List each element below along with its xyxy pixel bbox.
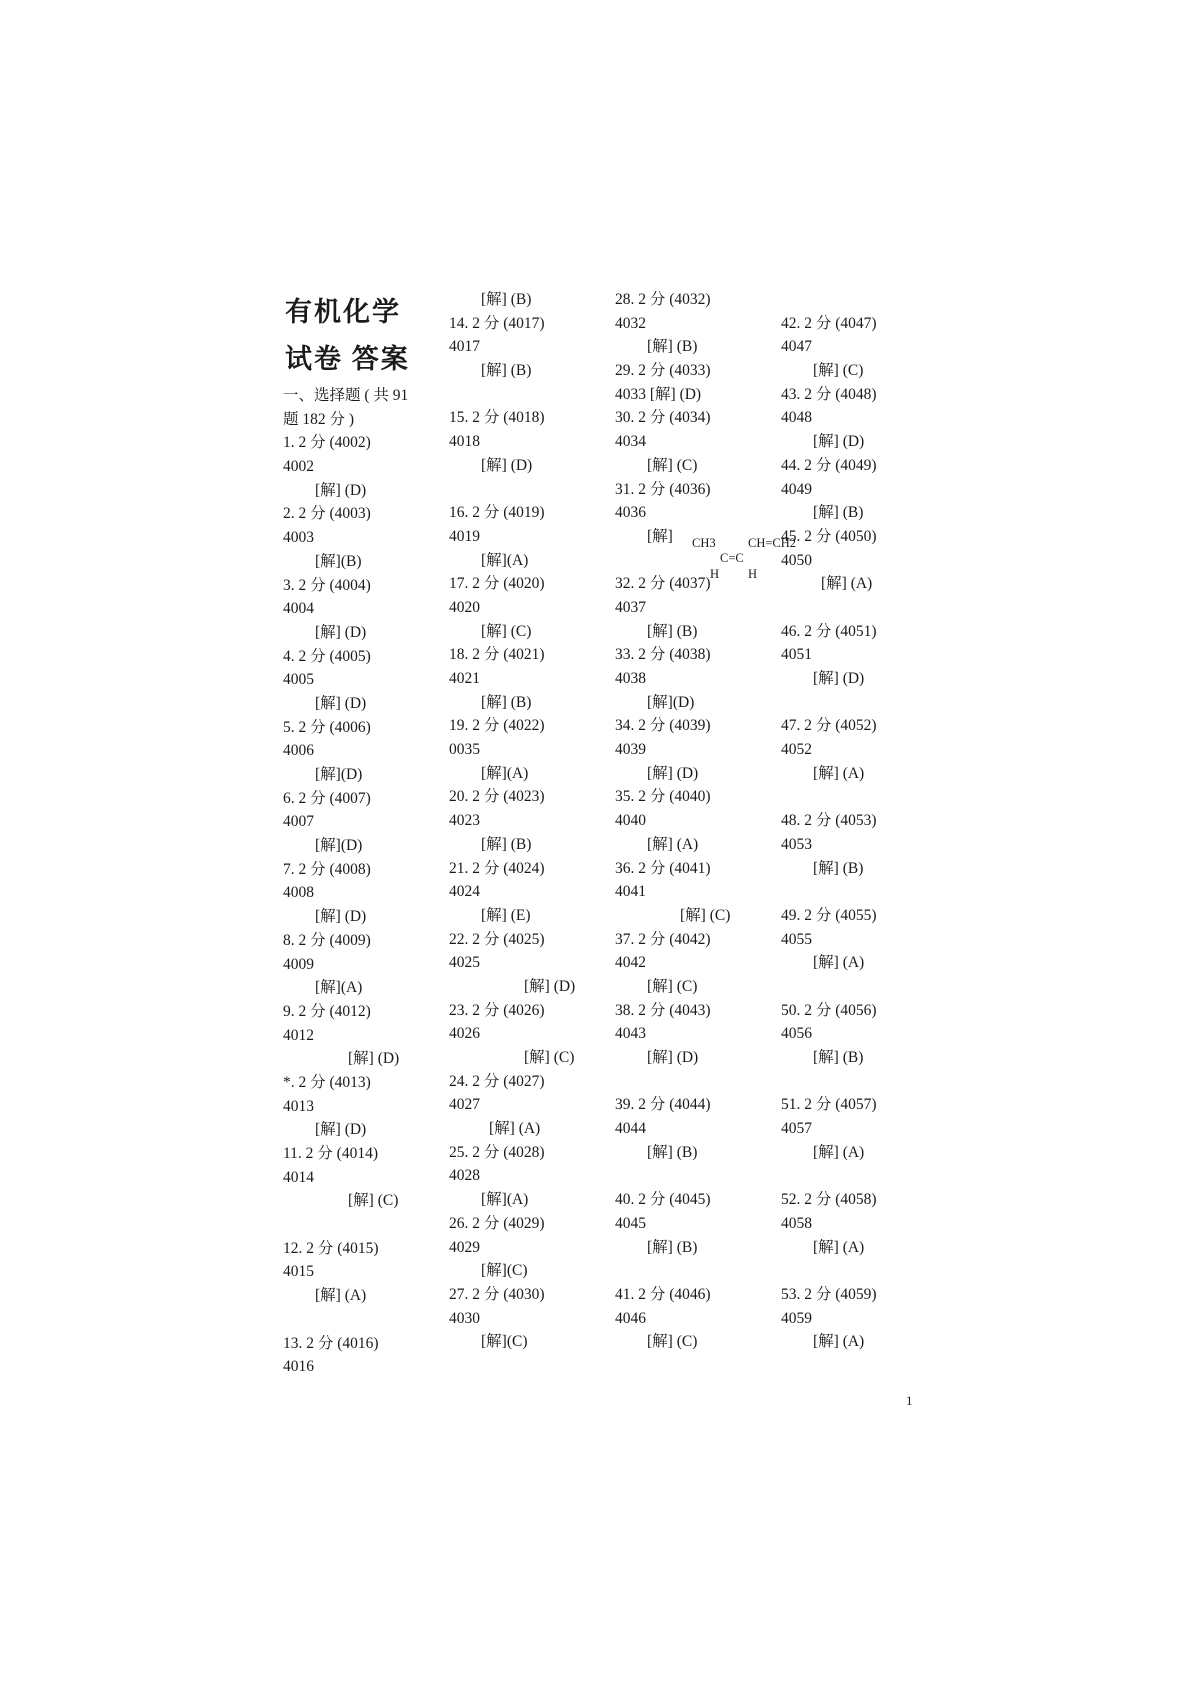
answer-line: [解] (C): [813, 362, 864, 380]
page-number: 1: [906, 1393, 913, 1408]
blank-line: [615, 1164, 755, 1188]
question-line: 11. 2 分 (4014): [283, 1145, 378, 1162]
blank-line: [449, 478, 589, 502]
blank-line: [781, 596, 921, 620]
question-line: 4007: [283, 813, 314, 831]
answer-line: [解] (A): [813, 764, 865, 782]
blank-line: [781, 785, 921, 809]
answer-line: [解] (D): [315, 1121, 367, 1139]
answer-line: [解] (A): [813, 1143, 865, 1161]
question-line: 36. 2 分 (4041): [615, 859, 711, 877]
question-line: 20. 2 分 (4023): [449, 788, 545, 806]
answer-line: [解] (D): [524, 977, 576, 995]
answer-line: [解](A): [481, 764, 529, 782]
question-line: 40. 2 分 (4045): [615, 1191, 711, 1209]
question-line: 4027: [449, 1096, 480, 1114]
question-line: 4048: [781, 409, 812, 427]
answer-line: [解](D): [315, 766, 363, 783]
question-line: 4058: [781, 1214, 812, 1232]
question-line: 4019: [449, 527, 480, 545]
answer-line: [解] (A): [813, 1333, 865, 1351]
question-line: 50. 2 分 (4056): [781, 1001, 877, 1019]
question-line: 4018: [449, 433, 480, 451]
question-line: 4055: [781, 930, 812, 948]
answer-line: [解](D): [315, 837, 363, 855]
answer-line: [解] (A): [647, 835, 699, 853]
question-line: 4036: [615, 504, 646, 522]
question-line: 4020: [449, 598, 480, 616]
question-line: 4024: [449, 883, 480, 901]
question-line: 4050: [781, 551, 812, 569]
title-line1: 有机化学: [285, 297, 401, 327]
question-line: 4034: [615, 433, 646, 451]
section-heading-cont: 题 182 分 ): [283, 410, 355, 428]
question-line: 24. 2 分 (4027): [449, 1072, 545, 1090]
answer-line: [解] (C): [481, 622, 532, 640]
question-line: 42. 2 分 (4047): [781, 314, 877, 332]
blank-line: [781, 1164, 921, 1188]
question-line: 15. 2 分 (4018): [449, 409, 545, 427]
question-line: 27. 2 分 (4030): [449, 1285, 545, 1303]
answer-line: [解] (E): [481, 906, 531, 924]
question-line: 47. 2 分 (4052): [781, 717, 877, 735]
answer-line: [解] (B): [481, 835, 532, 853]
question-line: 9. 2 分 (4012): [283, 1002, 371, 1020]
question-line: 4033 [解] (D): [615, 385, 702, 403]
question-line: 51. 2 分 (4057): [781, 1096, 877, 1114]
answer-line: [解] (B): [481, 693, 532, 711]
answer-line: [解](A): [481, 1191, 529, 1209]
question-line: 4045: [615, 1214, 646, 1232]
hydrogen-right: H: [748, 567, 758, 581]
answer-line: [解] (C): [647, 456, 698, 474]
question-line: 49. 2 分 (4055): [781, 906, 877, 924]
answer-line: [解] (D): [813, 670, 865, 687]
blank-line: [781, 1070, 921, 1094]
question-line: 4049: [781, 480, 812, 498]
title-line2: 试卷 答案: [285, 344, 410, 374]
question-line: 4014: [283, 1168, 314, 1186]
question-line: 4044: [615, 1120, 646, 1138]
question-line: 4. 2 分 (4005): [283, 647, 371, 665]
alkene-structure: [690, 532, 805, 584]
question-line: 4009: [283, 955, 314, 973]
answer-line: [解] (B): [813, 504, 864, 522]
blank-line: [615, 1259, 755, 1283]
question-line: 4006: [283, 742, 314, 760]
answer-column-2: [449, 288, 589, 1354]
question-line: 35. 2 分 (4040): [615, 788, 711, 806]
answer-line: [解] (B): [813, 859, 864, 877]
question-line: 4004: [283, 600, 314, 618]
question-line: 33. 2 分 (4038): [615, 646, 711, 664]
answer-line: [解] (D): [481, 456, 533, 474]
answer-line: [解] (D): [647, 764, 699, 782]
answer-column-3: [615, 288, 758, 1354]
question-line: 41. 2 分 (4046): [615, 1285, 711, 1303]
answer-line: [解] (D): [647, 1049, 699, 1066]
answer-line: [解] (B): [647, 622, 698, 640]
question-line: 32. 2 分 (4037): [615, 575, 711, 593]
question-line: 4016: [283, 1358, 314, 1376]
answer-line: [解] (B): [647, 1238, 698, 1256]
answer-line: [解] (D): [813, 433, 865, 451]
question-line: 53. 2 分 (4059): [781, 1285, 877, 1303]
question-line: 5. 2 分 (4006): [283, 718, 371, 736]
answer-line: [解](D): [647, 693, 695, 711]
question-line: 43. 2 分 (4048): [781, 385, 877, 403]
question-line: 7. 2 分 (4008): [283, 860, 371, 878]
question-line: 25. 2 分 (4028): [449, 1143, 545, 1161]
question-line: 38. 2 分 (4043): [615, 1001, 711, 1019]
blank-line: [781, 880, 921, 904]
answer-line: [解] (A): [813, 954, 865, 972]
question-line: 21. 2 分 (4024): [449, 859, 545, 877]
blank-line: [781, 1259, 921, 1283]
question-line: 4023: [449, 812, 480, 830]
question-line: 39. 2 分 (4044): [615, 1096, 711, 1114]
ch3-group: CH3: [692, 536, 716, 550]
question-line: 22. 2 分 (4025): [449, 930, 545, 948]
question-line: 4008: [283, 884, 314, 902]
answer-line: [解] (C): [680, 906, 731, 924]
answer-line: [解] (D): [315, 623, 367, 641]
answer-line: [解] (D): [315, 908, 367, 926]
answer-line: [解] (B): [647, 1143, 698, 1161]
answer-line: [解] (A): [315, 1287, 367, 1305]
answer-column-4: [781, 288, 921, 1354]
question-line: 4003: [283, 529, 314, 547]
blank-line: [615, 1070, 755, 1094]
question-line: 4056: [781, 1025, 812, 1043]
question-line: 37. 2 分 (4042): [615, 930, 711, 948]
answer-line: [解] (B): [813, 1049, 864, 1066]
double-bond: C=C: [720, 551, 744, 565]
answer-line: [解] (C): [348, 1192, 399, 1210]
question-line: 4037: [615, 598, 646, 616]
question-line: *. 2 分 (4013): [283, 1073, 371, 1091]
question-line: 4057: [781, 1120, 812, 1138]
answer-line: [解] (C): [647, 977, 698, 995]
question-line: 4046: [615, 1309, 646, 1327]
blank-line: [781, 691, 921, 715]
blank-line: [449, 383, 589, 407]
question-line: 4002: [283, 458, 314, 476]
question-line: 17. 2 分 (4020): [449, 575, 545, 593]
answer-line: [解] (B): [481, 362, 532, 380]
hydrogen-left: H: [710, 567, 720, 581]
question-line: 26. 2 分 (4029): [449, 1214, 545, 1232]
blank-line: [781, 975, 921, 999]
question-line: 4029: [449, 1238, 480, 1256]
question-line: 4012: [283, 1026, 314, 1044]
question-line: 4039: [615, 741, 646, 759]
question-line: 4026: [449, 1025, 480, 1043]
answer-line: [解](C): [481, 1333, 528, 1351]
question-line: 52. 2 分 (4058): [781, 1191, 877, 1209]
answer-line: [解](A): [481, 551, 529, 569]
answer-line: [解] (C): [524, 1049, 575, 1066]
answer-column-1: [283, 384, 423, 1379]
question-line: 4042: [615, 954, 646, 972]
answer-line: [解]: [647, 527, 673, 545]
question-line: 30. 2 分 (4034): [615, 409, 711, 427]
answer-line: [解] (D): [348, 1050, 400, 1068]
question-line: 13. 2 分 (4016): [283, 1334, 379, 1352]
question-line: 6. 2 分 (4007): [283, 789, 371, 807]
blank-line: [283, 1213, 423, 1237]
blank-line: [283, 1308, 423, 1332]
question-line: 4038: [615, 670, 646, 687]
question-line: 18. 2 分 (4021): [449, 646, 545, 664]
question-line: 4041: [615, 883, 646, 901]
answer-line: [解] (B): [481, 291, 532, 308]
question-line: 4017: [449, 338, 480, 356]
answer-line: [解] (A): [813, 1238, 865, 1256]
question-line: 4040: [615, 812, 646, 830]
question-line: 4059: [781, 1309, 812, 1327]
answer-line: [解] (D): [315, 481, 367, 499]
question-line: 4051: [781, 646, 812, 664]
question-line: 3. 2 分 (4004): [283, 576, 371, 594]
question-line: 48. 2 分 (4053): [781, 812, 877, 830]
section-heading: 一、选择题 ( 共 91: [283, 387, 409, 404]
question-line: 31. 2 分 (4036): [615, 480, 711, 498]
question-line: 14. 2 分 (4017): [449, 314, 545, 332]
question-line: 4005: [283, 671, 314, 689]
question-line: 4052: [781, 741, 812, 759]
question-line: 44. 2 分 (4049): [781, 456, 877, 474]
question-line: 45. 2 分 (4050): [781, 527, 877, 545]
question-line: 4025: [449, 954, 480, 972]
question-line: 4047: [781, 338, 812, 356]
question-line: 4043: [615, 1025, 646, 1043]
question-line: 4021: [449, 670, 480, 687]
question-line: 16. 2 分 (4019): [449, 504, 545, 522]
question-line: 4028: [449, 1167, 480, 1185]
answer-line: [解](B): [315, 552, 362, 570]
question-line: 4032: [615, 314, 646, 332]
question-line: 2. 2 分 (4003): [283, 505, 371, 523]
question-line: 4053: [781, 835, 812, 853]
answer-line: [解] (B): [647, 338, 698, 356]
question-line: 34. 2 分 (4039): [615, 717, 711, 735]
question-line: 4013: [283, 1097, 314, 1115]
question-line: 0035: [449, 741, 480, 759]
vinyl-group: CH=CH2: [748, 536, 797, 550]
answer-line: [解] (C): [647, 1333, 698, 1351]
question-line: 1. 2 分 (4002): [283, 434, 371, 452]
question-line: 29. 2 分 (4033): [615, 362, 711, 380]
question-line: 4030: [449, 1309, 480, 1327]
answer-line: [解](C): [481, 1262, 528, 1280]
question-line: 12. 2 分 (4015): [283, 1239, 379, 1257]
answer-line: [解] (A): [821, 575, 873, 593]
answer-line: [解](A): [315, 979, 363, 997]
question-line: 19. 2 分 (4022): [449, 717, 545, 735]
question-line: 46. 2 分 (4051): [781, 622, 877, 640]
question-line: 4015: [283, 1263, 314, 1281]
blank-line: [781, 288, 921, 312]
answer-line: [解] (D): [315, 694, 367, 712]
question-line: 23. 2 分 (4026): [449, 1001, 545, 1019]
question-line: 28. 2 分 (4032): [615, 291, 711, 308]
answer-line: [解] (A): [489, 1120, 541, 1138]
question-line: 8. 2 分 (4009): [283, 931, 371, 949]
